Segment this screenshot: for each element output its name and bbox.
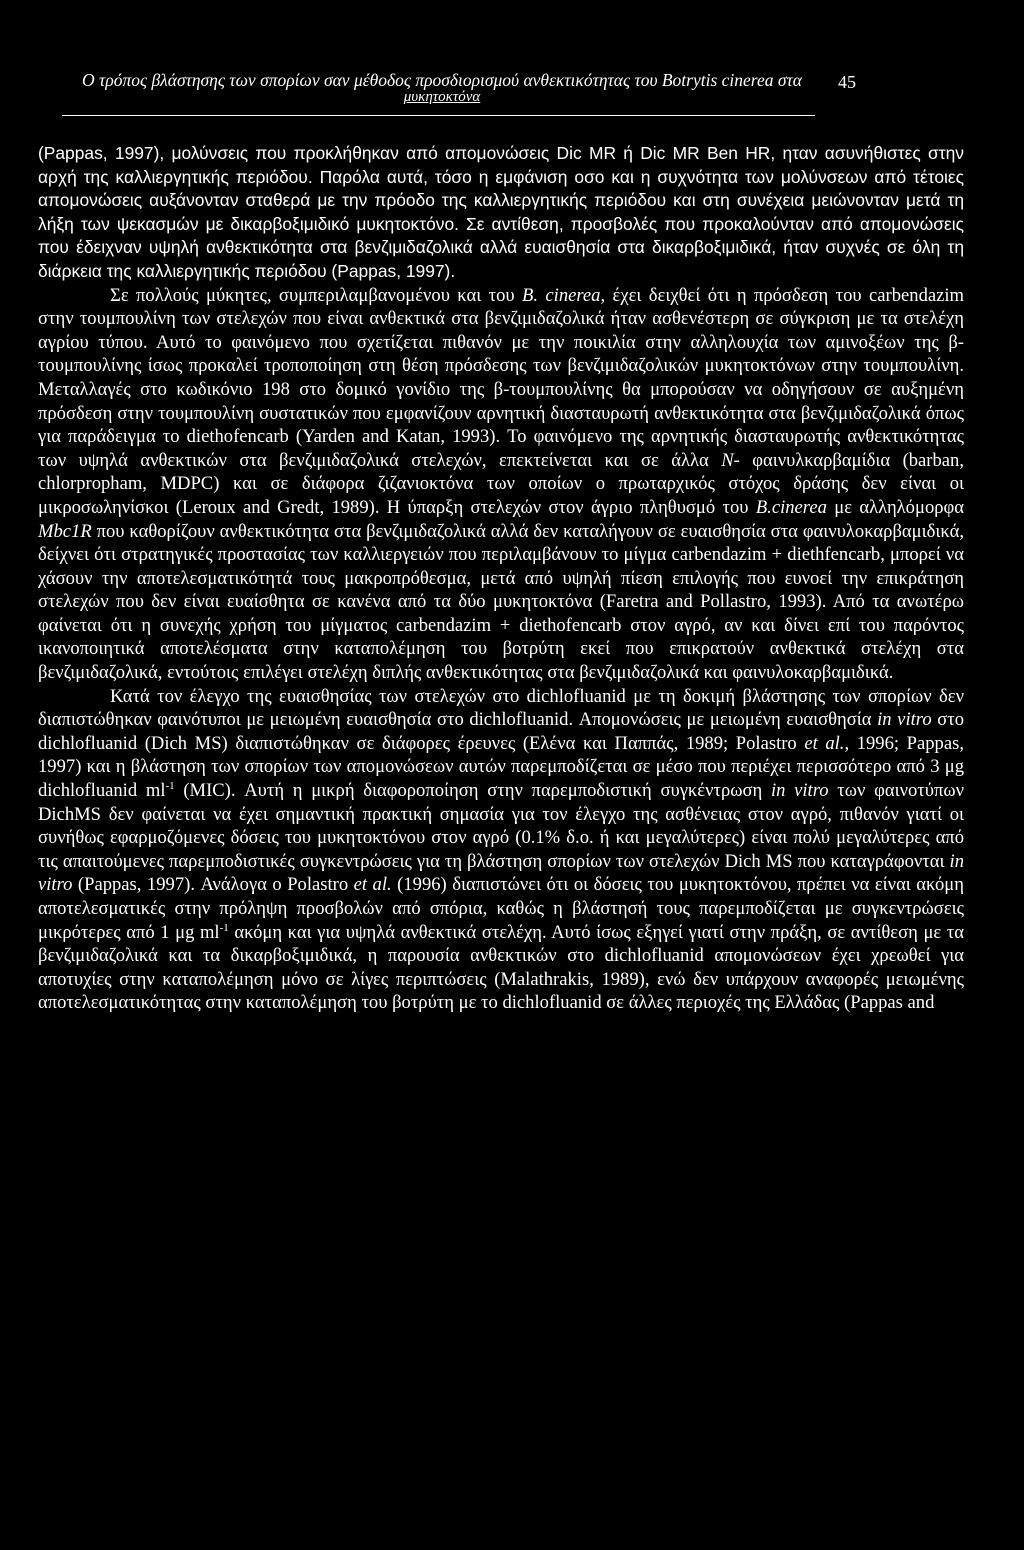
body-text (38, 142, 964, 1015)
header-title-line2: μυκητοκτόνα (403, 89, 481, 105)
text-segment: in vitro (877, 709, 932, 731)
text-segment: φαινυλκαρβαμίδια (barban, chlorpropham, MDPC) και σε διάφορα ζιζανιοκτόνα των οποίων ο πρωταρχικός στόχος δράσης δεν είναι οι μικροσωληνίσκοι (Leroux and Gredt, 1989). Η ύπαρξη στελεχών στον άγριο πληθυσμό του (38, 449, 964, 518)
text-segment: στο dichlofluanid (Dich MS) διαπιστώθηκαν σε διάφορες έρευνες (Ελένα και Παππάς, 1989; Polastro (38, 709, 964, 754)
text-segment: Mbc1R (38, 520, 92, 542)
text-segment: ακόμη και για υψηλά ανθεκτικά στελέχη. Αυτό ίσως εξηγεί γιατί στην πράξη, σε αντίθεση με τα βενζιμιδαζολικά και τα δικαρβοξιμιδικά, η παρουσία ανθεκτικών στο dichlofluanid απομονώσεων έχει χρεωθεί για αποτυχίες στην καταπολέμηση μόνο σε λίγες περιπτώσεις (Malathrakis, 1989), ενώ δεν υπάρχουν αναφορές μειωμένης αποτελεσματικότητας στην καταπολέμηση του βοτρύτη με το dichlofluanid σε άλλες περιοχές της Ελλάδας (Pappas and (38, 921, 965, 1014)
text-segment: (Pappas, 1997), μολύνσεις που προκλήθηκαν από απομονώσεις Dic MR ή Dic MR Ben HR, ηταν ασυνήθιστες στην αρχή της καλλιεργητικής περιόδου. Παρόλα αυτά, τόσο η εμφάνιση οσο και η συχνότητα των μολύνσεων από τέτοιες απομονώσεις αυξάνονταν σταθερά με την πρόοδο της καλλιεργητικής περιόδου και στη συνέχεια μειώνονταν μετά τη λήξη των ψεκασμών με δικαρβοξιμιδικό μυκητοκτόνο. Σε αντίθεση, προσβολές που προκαλούνταν από απομονώσεις που έδειχναν υψηλή ανθεκτικότητα στα βενζιμιδαζολικά αλλά ευαισθησία στα δικαρβοξιμιδικά, ήταν συχνές σε όλη τη διάρκεια της καλλιεργητικής περιόδου (Pappas, 1997). (38, 143, 964, 281)
running-header (62, 68, 822, 106)
header-rule (62, 115, 815, 116)
page-number: 45 (838, 72, 856, 92)
text-segment: B.cinerea (755, 496, 827, 518)
text-segment: (Pappas, 1997). Ανάλογα ο Polastro (72, 874, 354, 896)
header-title-line1: Ο τρόπος βλάστησης των σπορίων σαν μέθοδος προσδιορισμού ανθεκτικότητας του Botrytis cinerea στα (82, 70, 802, 90)
text-segment: -1 (165, 779, 175, 792)
text-segment: (1996) διαπιστώνει ότι οι δόσεις του μυκητοκτόνου, πρέπει να είναι ακόμη αποτελεσματικές στην πρόληψη προσβολών από σπόρια, καθώς η βλάστησή τους παρεμποδίζεται με συγκεντρώσεις μικρότερες από 1 μg ml (38, 874, 964, 943)
text-segment: με αλληλόμορφα (826, 496, 964, 518)
text-segment: Σε πολλούς μύκητες, συμπεριλαμβανομένου και του (110, 284, 523, 306)
text-segment: , 1996; Pappas, 1997) και η βλάστηση των σπορίων των απομονώσεων αυτών παρεμποδίζεται σε μέσο που περιέχει περισσότερο από 3 μg dichlofluanid ml (38, 732, 964, 802)
text-segment: et al. (804, 732, 845, 754)
text-segment: Κατά τον έλεγχο της ευαισθησίας των στελεχών στο dichlofluanid με τη δοκιμή βλάστησης των σπορίων δεν διαπιστώθηκαν φαινότυποι με μειωμένη ευαισθησία στο dichlofluanid. Απομονώσεις με μειωμένη ευαισθησία (38, 685, 964, 731)
text-segment: , έχει δειχθεί ότι η πρόσδεση του carbendazim στην τουμπουλίνη των στελεχών που είναι ανθεκτικά στα βενζιμιδαζολικά ήταν ασθενέστερη σε σύγκριση με τα στελέχη αγρίου τύπου. Αυτό το φαινόμενο που σχετίζεται πιθανόν με την ποικιλία στην αλληλουχία των αμινοξέων της β-τουμπουλίνης ίσως προκαλεί τροποποίηση στη θέση πρόσδεσης των βενζιμιδαζολικών μυκητοκτόνων στην τουμπουλίνη. Μεταλλαγές στο κωδικόνιο 198 στο δομικό γονίδιο της β-τουμπουλίνης θα μπορούσαν να οδηγήσουν σε αυξημένη πρόσδεση στην τουμπουλίνη συστατικών που εμφανίζουν αρνητική διασταυρωτή ανθεκτικότητα στα βενζιμιδαζολικά όπως για παράδειγμα το diethofencarb (Yarden and Katan, 1993). Το φαινόμενο της αρνητικής διασταυρωτής ανθεκτικότητας των υψηλά ανθεκτικών στα βενζιμιδαζολικά στελεχών, επεκτείνεται και σε άλλα (38, 284, 964, 471)
paragraph-2 (38, 284, 964, 685)
text-segment: που καθορίζουν ανθεκτικότητα στα βενζιμιδαζολικά αλλά δεν καταλήγουν σε ευαισθησία στα φαινυλοκαρβαμιδικά, δείχνει ότι στρατηγικές προστασίας των καλλιεργειών που περιλαμβάνουν το μίγμα carbendazim + diethfencarb, μπορεί να χάσουν την αποτελεσματικότητά τους μακροπρόθεσμα, μετά από υψηλή πίεση επιλογής που ευνοεί την επικράτηση στελεχών που δεν είναι ευαίσθητα σε κανένα από τα δύο μυκητοκτόνα (Faretra and Pollastro, 1993). Από τα ανωτέρω φαίνεται ότι η συνεχής χρήση του μίγματος carbendazim + diethofencarb στον αγρό, αν και δίνει επί του παρόντος ικανοποιητικά αποτελέσματα στην καταπολέμηση του βοτρύτη εκεί που επικρατούν ανθεκτικά στελέχη στα βενζιμιδαζολικά, εντούτοις επιλέγει στελέχη διπλής ανθεκτικότητας στα βενζιμιδαζολικά και φαινυλοκαρβαμιδικά. (38, 520, 964, 684)
text-segment: et al. (353, 874, 392, 896)
text-segment: in vitro (770, 780, 829, 802)
paragraph-1 (38, 142, 964, 284)
text-segment: -1 (219, 921, 229, 934)
text-segment: in vitro (38, 850, 964, 896)
text-segment: των φαινοτύπων DichMS δεν φαίνεται να έχει σημαντική πρακτική σημασία για τον έλεγχο της ασθένειας στον αγρό, πιθανόν γιατί οι συνήθως εφαρμοζόμενες δόσεις του μυκητοκτόνου στον αγρό (0.1% δ.ο. ή και μεγαλύτερες) είναι πολύ μεγαλύτερες από τις απαιτούμενες παρεμποδιστικές συγκεντρώσεις για τη βλάστηση σπορίων των στελεχών Dich MS που καταγράφονται (38, 780, 965, 872)
text-segment: (MIC). Αυτή η μικρή διαφοροποίηση στην παρεμποδιστική συγκέντρωση (174, 780, 771, 802)
text-segment: N- (721, 449, 740, 471)
text-segment: B. cinerea (522, 284, 601, 306)
paragraph-3 (38, 685, 964, 1015)
